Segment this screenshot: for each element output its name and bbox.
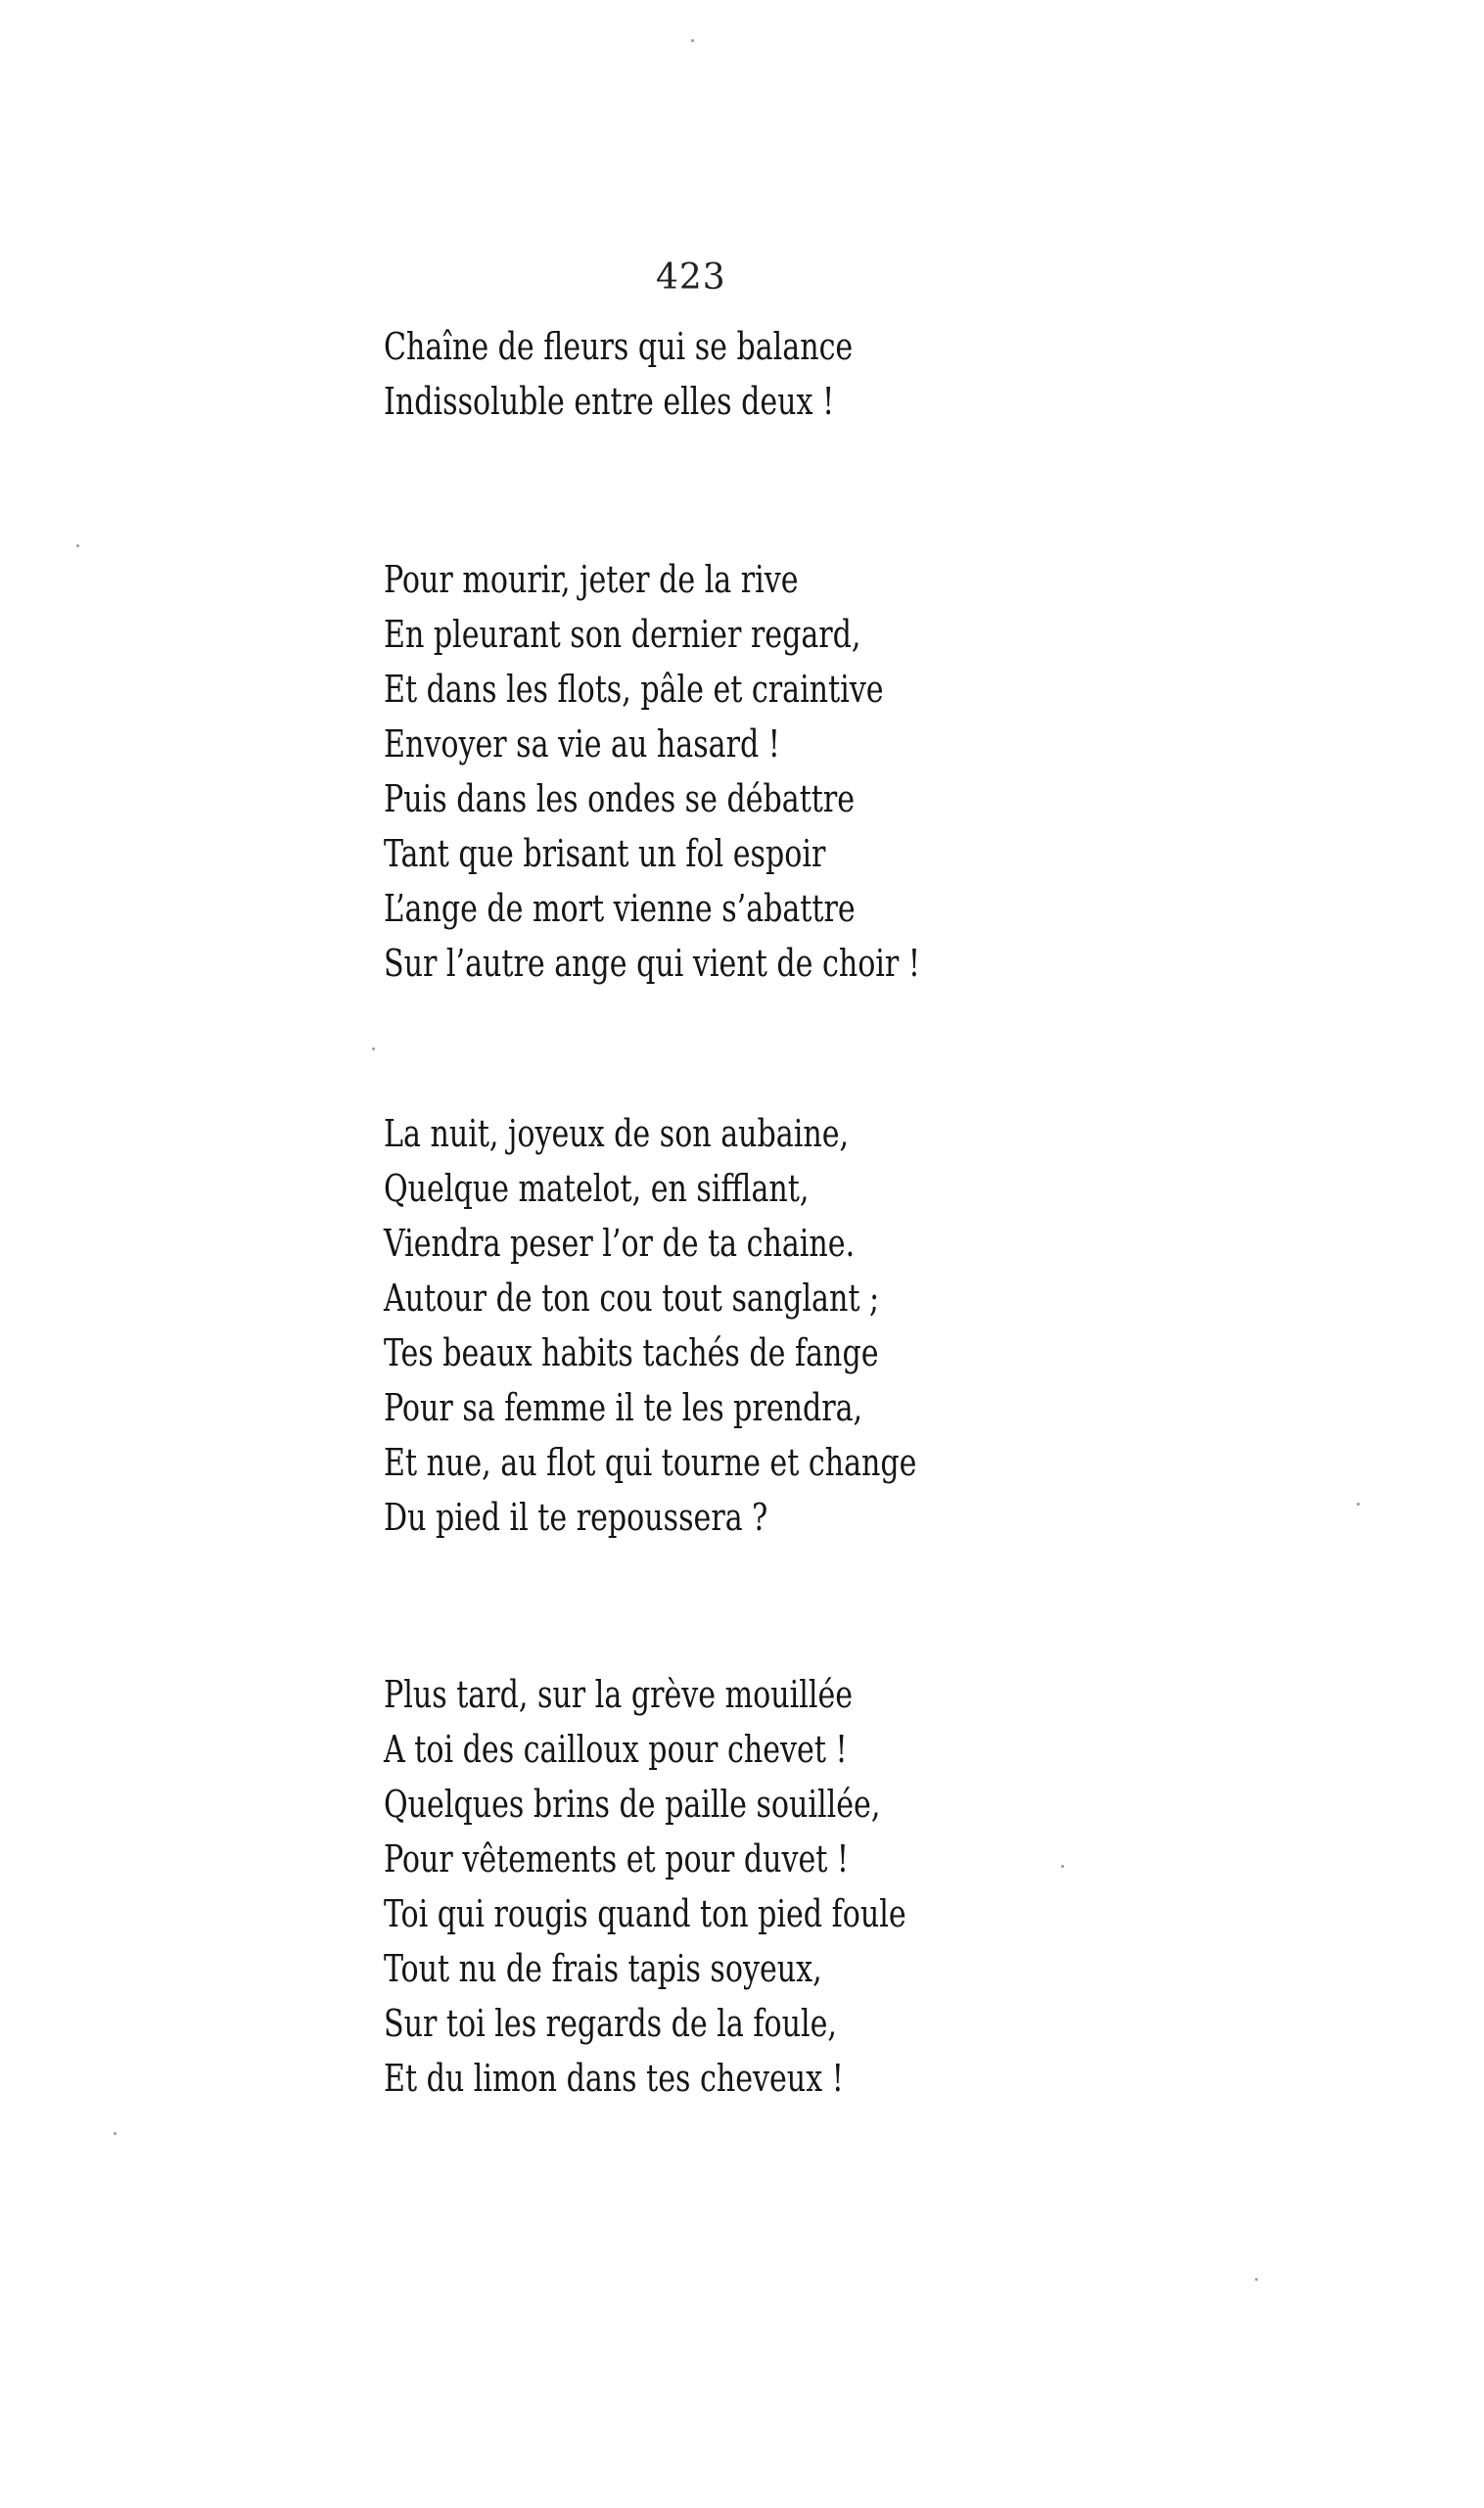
poem-line: Tes beaux habits tachés de fange xyxy=(384,1331,879,1374)
poem-line: Du pied il te repoussera ? xyxy=(384,1496,768,1539)
poem-line: Quelques brins de paille souillée, xyxy=(384,1783,881,1826)
poem-line: Tant que brisant un fol espoir xyxy=(384,832,826,875)
poem-line: Pour sa femme il te les prendra, xyxy=(384,1386,863,1429)
poem-line: La nuit, joyeux de son aubaine, xyxy=(384,1112,850,1155)
poem-line: Viendra peser l’or de ta chaine. xyxy=(384,1222,856,1265)
poem-line: Et dans les flots, pâle et craintive xyxy=(384,668,884,711)
poem-line: Pour mourir, jeter de la rive xyxy=(384,558,799,601)
poem-line: Puis dans les ondes se débattre xyxy=(384,777,856,820)
ink-speck xyxy=(1061,1865,1064,1868)
poem-line: Indissoluble entre elles deux ! xyxy=(384,380,835,423)
stanza xyxy=(384,319,917,429)
ink-speck xyxy=(1357,1503,1360,1506)
poem-line: Plus tard, sur la grève mouillée xyxy=(384,1673,854,1716)
ink-speck xyxy=(114,2132,116,2135)
poem-line: A toi des cailloux pour chevet ! xyxy=(384,1728,848,1771)
stanza xyxy=(384,552,994,991)
page-number: 423 xyxy=(656,257,726,298)
poem-line: Tout nu de frais tapis soyeux, xyxy=(384,1947,822,1990)
ink-speck xyxy=(691,39,694,42)
poem-line: En pleurant son dernier regard, xyxy=(384,613,861,656)
poem-line: Envoyer sa vie au hasard ! xyxy=(384,722,780,766)
ink-speck xyxy=(372,1047,375,1050)
poem-line: Autour de ton cou tout sanglant ; xyxy=(384,1277,880,1320)
ink-speck xyxy=(1255,2278,1258,2281)
poem-line: Chaîne de fleurs qui se balance xyxy=(384,325,854,368)
poem-line: Toi qui rougis quand ton pied foule xyxy=(384,1892,906,1935)
ink-speck xyxy=(76,544,79,547)
poem-line: Pour vêtements et pour duvet ! xyxy=(384,1837,850,1881)
stanza xyxy=(384,1667,977,2106)
poem-line: L’ange de mort vienne s’abattre xyxy=(384,887,856,930)
poem-line: Sur l’autre ange qui vient de choir ! xyxy=(384,942,920,985)
stanza xyxy=(384,1106,990,1545)
poem-line: Et du limon dans tes cheveux ! xyxy=(384,2057,844,2100)
poem-line: Quelque matelot, en sifflant, xyxy=(384,1167,810,1210)
poem-line: Et nue, au flot qui tourne et change xyxy=(384,1441,917,1484)
poem-line: Sur toi les regards de la foule, xyxy=(384,2002,837,2045)
